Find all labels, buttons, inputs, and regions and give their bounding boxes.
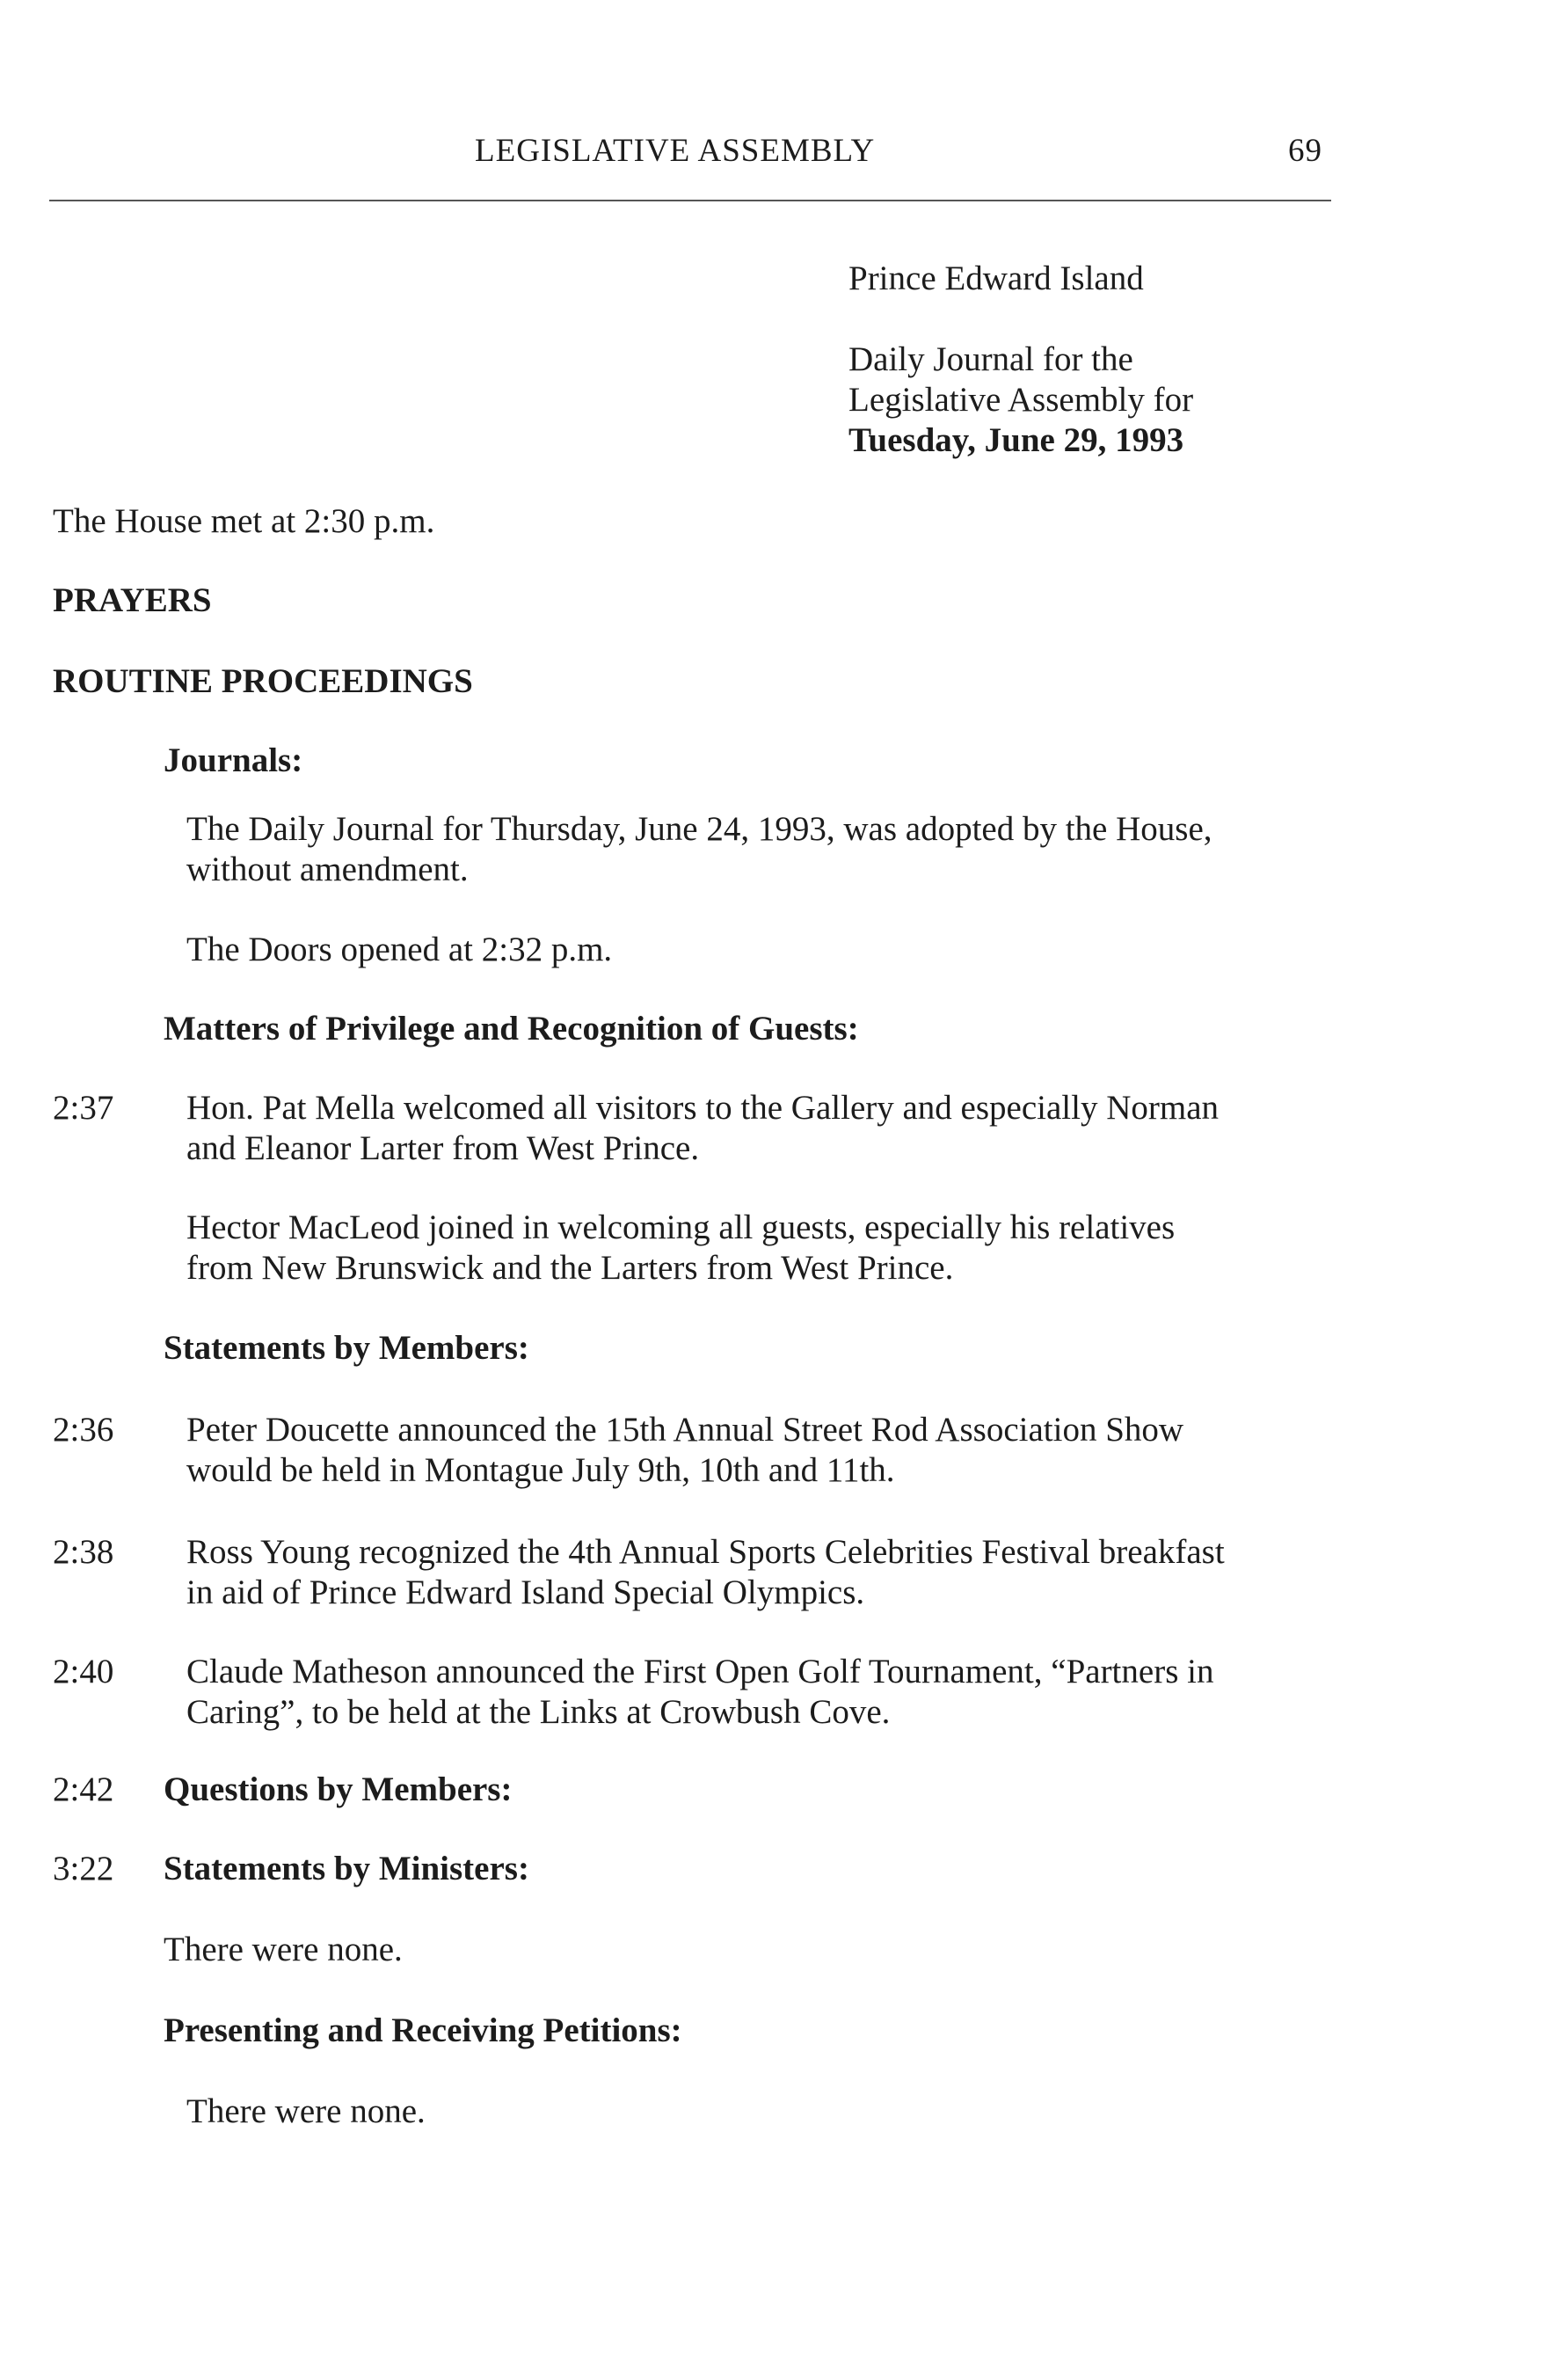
- ministers-note: There were none.: [164, 1931, 403, 1968]
- journals-heading: Journals:: [164, 741, 303, 779]
- house-met-line: The House met at 2:30 p.m.: [53, 502, 435, 540]
- privilege-entry-second: [186, 1208, 1175, 1289]
- ministers-heading: Statements by Ministers:: [164, 1850, 529, 1887]
- running-title: LEGISLATIVE ASSEMBLY: [475, 133, 876, 169]
- entry-time: 2:38: [53, 1533, 114, 1571]
- questions-heading: Questions by Members:: [164, 1770, 513, 1808]
- page-number: 69: [1288, 133, 1322, 169]
- questions-time: 2:42: [53, 1770, 114, 1808]
- entry-line2: Caring”, to be held at the Links at Crowbush Cove.: [186, 1693, 891, 1731]
- entry-line2: from New Brunswick and the Larters from West Prince.: [186, 1249, 954, 1287]
- journals-line1: The Daily Journal for Thursday, June 24, 1993, was adopted by the House,: [186, 810, 1212, 848]
- prayers-heading: PRAYERS: [53, 581, 212, 619]
- privilege-entry: [186, 1088, 1219, 1169]
- petitions-note: There were none.: [186, 2092, 426, 2130]
- petitions-heading: Presenting and Receiving Petitions:: [164, 2011, 682, 2049]
- routine-proceedings-heading: ROUTINE PROCEEDINGS: [53, 662, 473, 700]
- statement-entry: [186, 1410, 1183, 1491]
- province-name: Prince Edward Island: [848, 259, 1144, 297]
- entry-time: 2:36: [53, 1411, 114, 1449]
- entry-time: 2:40: [53, 1653, 114, 1690]
- statement-entry: [186, 1652, 1213, 1733]
- journal-title-line1: Daily Journal for the: [848, 340, 1133, 378]
- entry-line1: Peter Doucette announced the 15th Annual Street Rod Association Show: [186, 1411, 1184, 1449]
- entry-line1: Hon. Pat Mella welcomed all visitors to the Gallery and especially Norman: [186, 1089, 1220, 1127]
- entry-line2: in aid of Prince Edward Island Special Olympics.: [186, 1573, 865, 1611]
- statement-entry: [186, 1532, 1225, 1613]
- entry-line1: Ross Young recognized the 4th Annual Sports Celebrities Festival breakfast: [186, 1533, 1225, 1571]
- doors-opened-line: The Doors opened at 2:32 p.m.: [186, 931, 613, 968]
- journal-date: Tuesday, June 29, 1993: [848, 421, 1184, 459]
- privilege-heading: Matters of Privilege and Recognition of Guests:: [164, 1010, 859, 1048]
- ministers-time: 3:22: [53, 1850, 114, 1887]
- entry-line1: Claude Matheson announced the First Open Golf Tournament, “Partners in: [186, 1653, 1214, 1690]
- journal-title-line2: Legislative Assembly for: [848, 381, 1194, 419]
- entry-line1: Hector MacLeod joined in welcoming all guests, especially his relatives: [186, 1208, 1176, 1246]
- journals-paragraph: [186, 809, 1212, 890]
- header-rule: [49, 200, 1331, 201]
- entry-line2: and Eleanor Larter from West Prince.: [186, 1129, 700, 1167]
- statements-members-heading: Statements by Members:: [164, 1329, 529, 1367]
- entry-line2: would be held in Montague July 9th, 10th and 11th.: [186, 1451, 895, 1489]
- entry-time: 2:37: [53, 1089, 114, 1127]
- journals-line2: without amendment.: [186, 851, 469, 888]
